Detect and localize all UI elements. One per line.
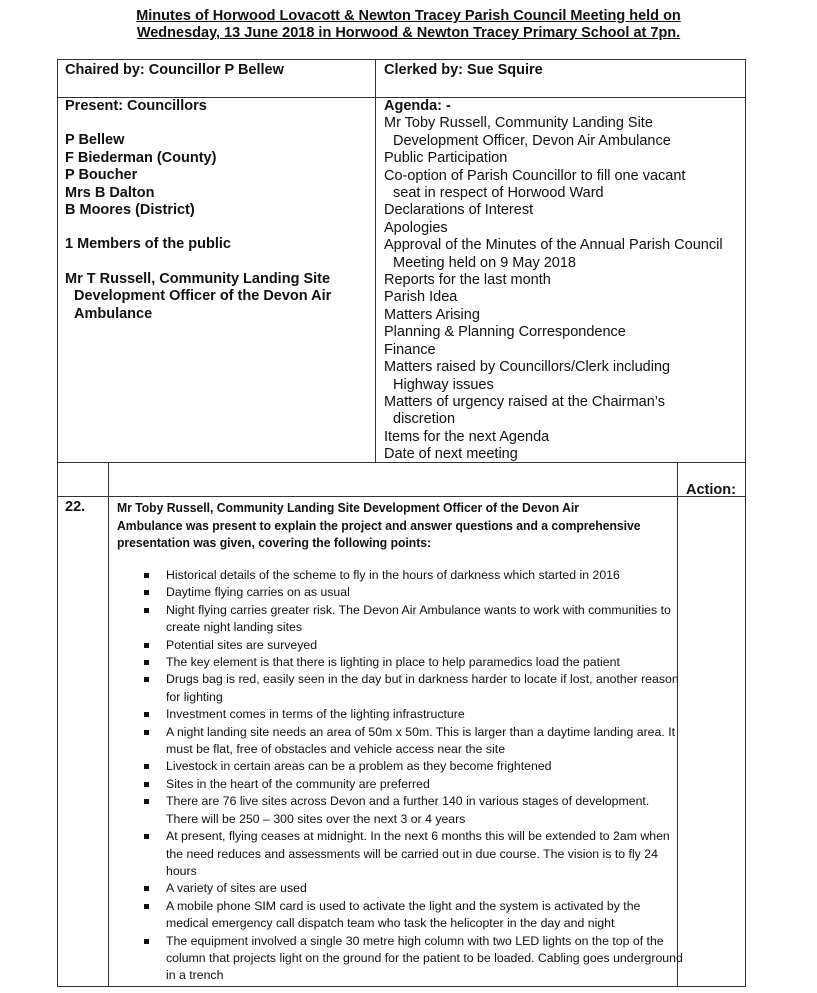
agenda-section [384, 98, 744, 464]
title-line-1: Minutes of Horwood Lovacott & Newton Tracey Parish Council Meeting held on [136, 8, 681, 24]
col-divider-top [375, 59, 376, 463]
agenda-heading: Agenda: - [384, 98, 451, 114]
bullet-point: Potential sites are surveyed [144, 637, 684, 654]
councillor: F Biederman (County) [65, 149, 217, 166]
agenda-item: Matters of urgency raised at the Chairman’s [384, 393, 666, 410]
bullet-point: There are 76 live sites across Devon and a further 140 in various stages of development. There will be 250 – 300 sites over the next 3 or 4 years [144, 793, 684, 828]
bullet-point: A night landing site needs an area of 50m x 50m. This is larger than a daytime landing area. It must be flat, free of obstacles and vehicle access near the site [144, 724, 684, 759]
agenda-item: Matters Arising [384, 306, 480, 323]
agenda-item: Parish Idea [384, 289, 458, 306]
col-divider-number [108, 462, 109, 987]
bullet-point: A mobile phone SIM card is used to activate the light and the system is activated by the medical emergency call dispatch team who task the helicopter in the day and night [144, 898, 684, 933]
agenda-item: Public Participation [384, 150, 508, 167]
bullet-point: At present, flying ceases at midnight. In the next 6 months this will be extended to 2am when the need reduces and assessments will be carried out in due course. The vision is to fly 24 hours [144, 828, 684, 880]
item-intro: Mr Toby Russell, Community Landing Site Development Officer of the Devon Air Ambulance was present to explain the project and answer questions and a comprehensive presentation was given, covering the following points: [117, 500, 641, 551]
bullet-point: Investment comes in terms of the lighting infrastructure [144, 706, 684, 723]
clerked-by: Clerked by: Sue Squire [384, 62, 543, 78]
agenda-item: Mr Toby Russell, Community Landing Site [384, 115, 653, 132]
bullet-point: A variety of sites are used [144, 880, 684, 897]
guest-line: Development Officer of the Devon Air [74, 288, 332, 305]
agenda-item: Finance [384, 341, 436, 358]
agenda-item: Declarations of Interest [384, 202, 534, 219]
title-line-2: Wednesday, 13 June 2018 in Horwood & Newton Tracey Primary School at 7pn. [136, 25, 681, 41]
agenda-item: Development Officer, Devon Air Ambulance [393, 132, 671, 149]
item-number: 22. [65, 499, 86, 515]
councillor: P Bellew [65, 132, 125, 149]
agenda-item: Apologies [384, 219, 448, 236]
row-divider-3 [57, 496, 746, 497]
bullet-point: Livestock in certain areas can be a problem as they become frightened [144, 758, 684, 775]
guest-line: Mr T Russell, Community Landing Site [65, 270, 331, 287]
document-title [0, 8, 817, 42]
agenda-item: Meeting held on 9 May 2018 [393, 254, 576, 271]
agenda-item: discretion [393, 411, 456, 428]
councillor: Mrs B Dalton [65, 184, 155, 201]
agenda-item: Date of next meeting [384, 446, 518, 463]
agenda-item: Approval of the Minutes of the Annual Parish Council [384, 237, 723, 254]
bullet-point: Drugs bag is red, easily seen in the day but in darkness harder to locate if lost, another reason for lighting [144, 671, 684, 706]
agenda-item: seat in respect of Horwood Ward [393, 185, 604, 202]
bullet-point: Daytime flying carries on as usual [144, 584, 684, 601]
present-heading: Present: Councillors [65, 98, 207, 114]
action-column-heading: Action: [686, 482, 736, 498]
chaired-by: Chaired by: Councillor P Bellew [65, 62, 284, 78]
bullet-point: The equipment involved a single 30 metre high column with two LED lights on the top of the column that projects light on the ground for the patient to be loaded. Cabling goes underground in a trench [144, 933, 684, 985]
members-of-public: 1 Members of the public [65, 236, 231, 253]
agenda-item: Reports for the last month [384, 272, 551, 289]
bullet-point: Sites in the heart of the community are preferred [144, 776, 684, 793]
councillor: B Moores (District) [65, 202, 195, 219]
agenda-item: Items for the next Agenda [384, 428, 550, 445]
agenda-item: Planning & Planning Correspondence [384, 324, 626, 341]
bullet-point: Historical details of the scheme to fly in the hours of darkness which started in 2016 [144, 567, 684, 584]
agenda-list [384, 115, 744, 463]
agenda-item: Co-option of Parish Councillor to fill one vacant [384, 167, 686, 184]
agenda-item: Matters raised by Councillors/Clerk including [384, 359, 671, 376]
present-section [65, 98, 370, 323]
agenda-item: Highway issues [393, 376, 494, 393]
bullet-point: Night flying carries greater risk. The Devon Air Ambulance wants to work with communities to create night landing sites [144, 602, 684, 637]
councillor: P Boucher [65, 167, 138, 184]
bullet-point: The key element is that there is lighting in place to help paramedics load the patient [144, 654, 684, 671]
guest-line: Ambulance [74, 305, 153, 322]
presentation-points [144, 567, 684, 985]
